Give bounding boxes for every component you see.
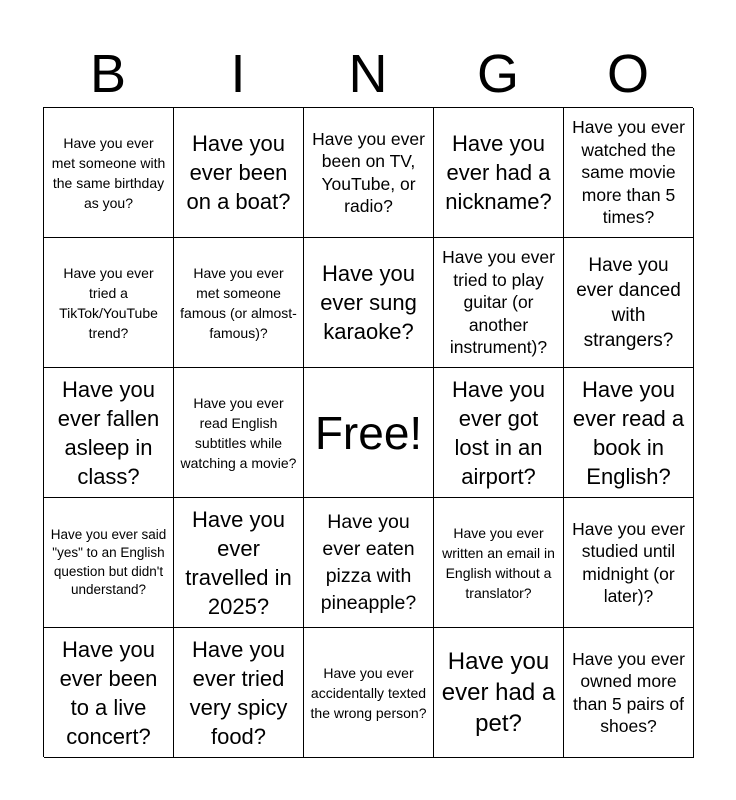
bingo-cell[interactable] [564,108,694,238]
bingo-grid [43,107,693,757]
cell-text: Have you ever written an email in English without a translator? [442,524,555,601]
cell-text: Have you ever got lost in an airport? [452,376,545,489]
header-letter-n: N [348,44,388,104]
cell-text: Have you ever owned more than 5 pairs of shoes? [572,648,685,736]
cell-text: Have you ever had a pet? [441,648,556,737]
bingo-cell[interactable] [304,628,434,758]
header-letter-o: O [606,44,649,104]
bingo-cell[interactable] [44,628,174,758]
bingo-cell[interactable] [174,238,304,368]
cell-text: Have you ever accidentally texted the wrong person? [310,664,427,721]
cell-text: Have you ever sung karaoke? [320,261,417,344]
cell-text: Have you ever read English subtitles while watching a movie? [180,394,297,471]
cell-text: Have you ever tried very spicy food? [189,636,288,749]
bingo-cell[interactable] [434,498,564,628]
bingo-cell[interactable] [564,368,694,498]
bingo-header [43,40,693,108]
bingo-cell[interactable] [174,498,304,628]
header-letter-g: G [476,44,519,104]
cell-text: Have you ever said "yes" to an English question but didn't understand? [50,526,167,597]
bingo-cell[interactable] [174,108,304,238]
bingo-cell[interactable] [564,628,694,758]
bingo-cell[interactable] [564,498,694,628]
cell-text: Have you ever had a nickname? [445,131,552,214]
bingo-cell[interactable] [564,238,694,368]
cell-text: Have you ever tried a TikTok/YouTube trend? [59,264,158,341]
bingo-cell[interactable] [44,238,174,368]
bingo-cell[interactable] [434,238,564,368]
bingo-cell[interactable] [44,368,174,498]
bingo-cell[interactable] [434,108,564,238]
cell-text: Have you ever met someone famous (or almost-famous)? [180,264,297,341]
cell-text: Have you ever been on a boat? [186,131,291,214]
bingo-cell[interactable] [434,368,564,498]
header-letter-b: B [89,44,127,104]
cell-text: Have you ever watched the same movie more than 5 times? [572,117,685,228]
cell-text: Have you ever studied until midnight (or later)? [572,518,685,606]
cell-text: Have you ever fallen asleep in class? [57,376,160,489]
free-text: Free! [314,406,423,459]
bingo-cell[interactable] [44,498,174,628]
header-letter-i: I [230,44,246,104]
free-space[interactable] [304,368,434,498]
bingo-cell[interactable] [174,368,304,498]
bingo-cell[interactable] [304,108,434,238]
cell-text: Have you ever eaten pizza with pineapple? [320,510,417,614]
cell-text: Have you ever met someone with the same birthday as you? [51,134,166,211]
cell-text: Have you ever travelled in 2025? [185,506,292,619]
bingo-cell[interactable] [304,238,434,368]
cell-text: Have you ever been to a live concert? [59,636,158,749]
bingo-cell[interactable] [174,628,304,758]
cell-text: Have you ever tried to play guitar (or another instrument)? [442,247,555,358]
cell-text: Have you ever read a book in English? [572,376,685,489]
bingo-cell[interactable] [434,628,564,758]
bingo-cell[interactable] [44,108,174,238]
cell-text: Have you ever been on TV, YouTube, or radio? [312,128,425,216]
cell-text: Have you ever danced with strangers? [576,254,681,351]
bingo-cell[interactable] [304,498,434,628]
